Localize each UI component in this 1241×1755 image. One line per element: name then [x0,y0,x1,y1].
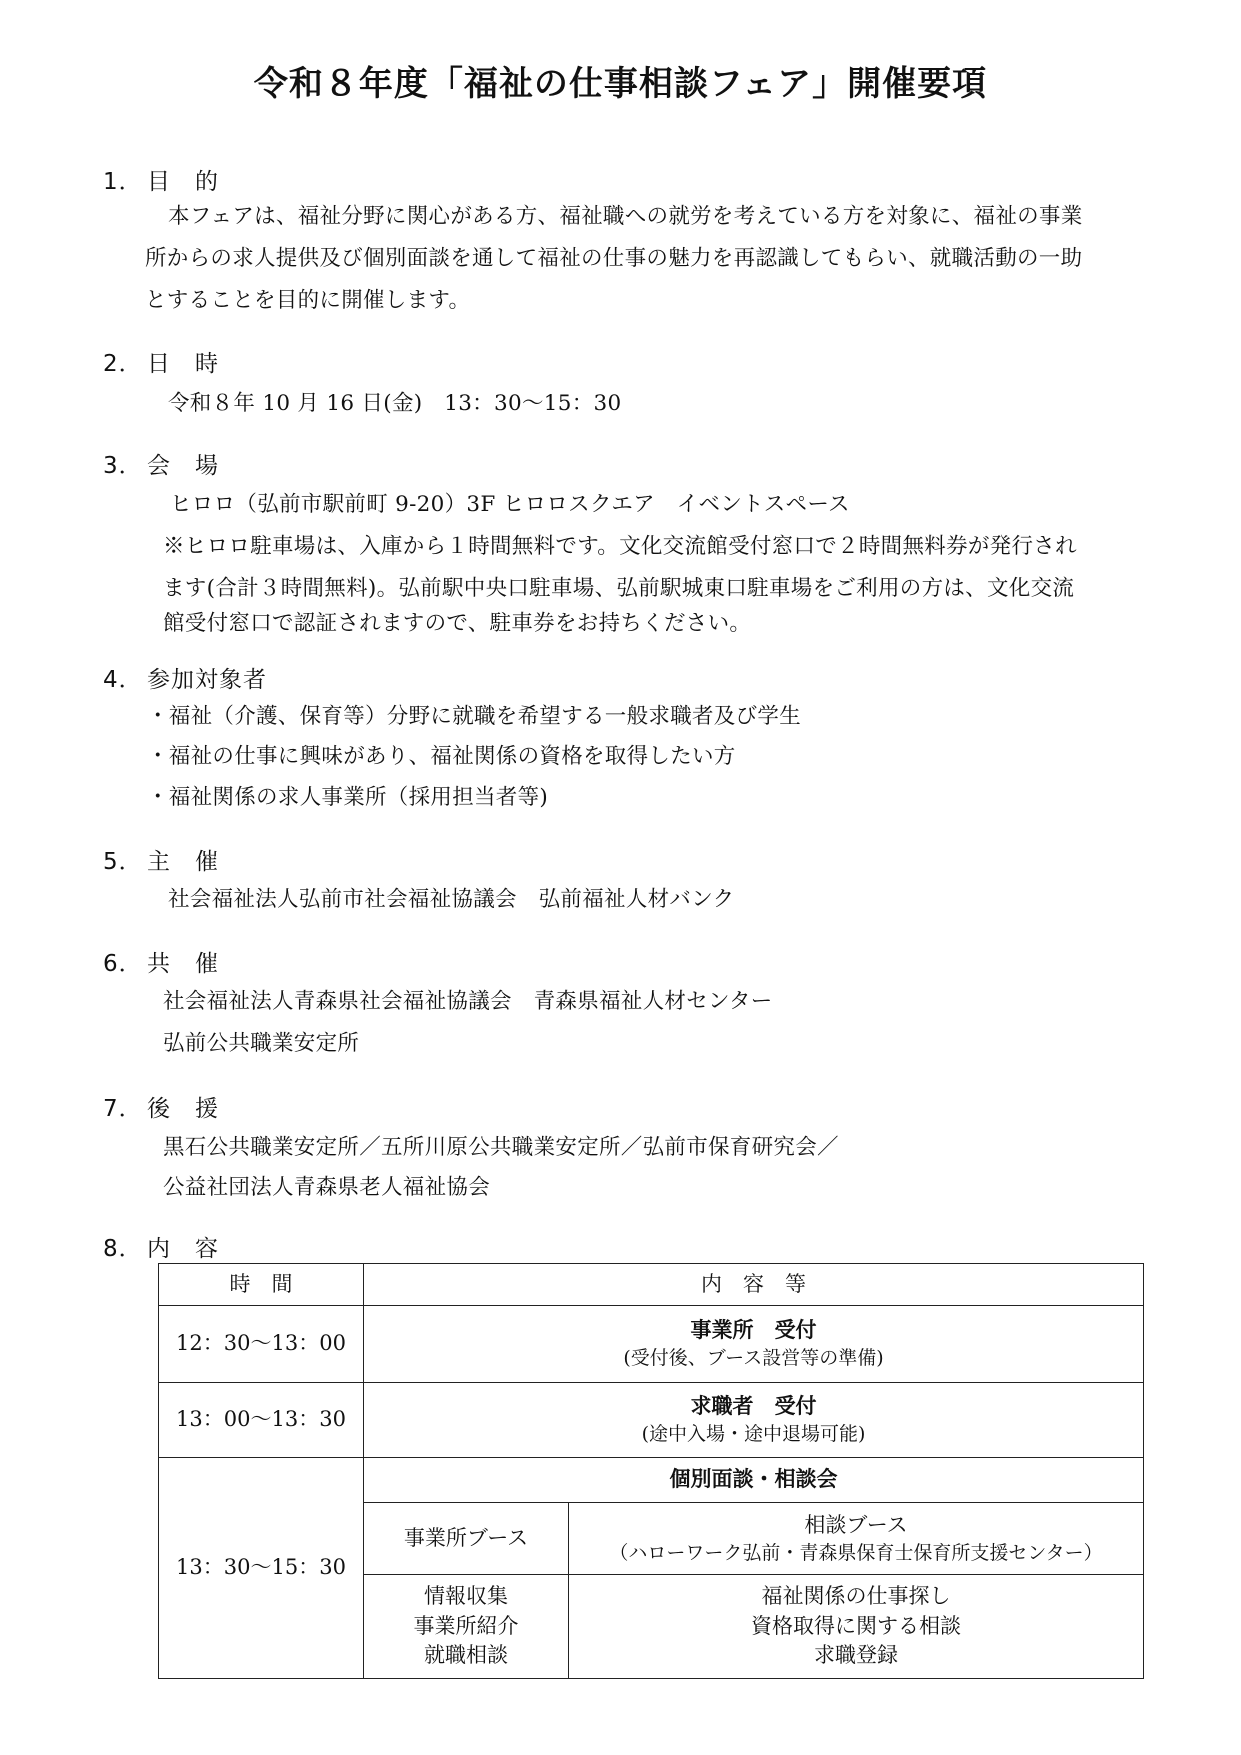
booth-consult-sub: （ハローワーク弘前・青森県保育士保育所支援センター） [609,1541,1103,1564]
purpose-line-2: 所からの求人提供及び個別面談を通して福祉の仕事の魅力を再認識してもらい、就職活動の一助 [145,246,1083,271]
section-number: 4． [103,667,143,693]
header-content: 内 容 等 [364,1264,1144,1306]
participants-line-3: ・福祉関係の求人事業所（採用担当者等) [147,785,549,810]
booth-consult-cell [569,1503,1144,1575]
list-item: 資格取得に関する相談 [751,1613,961,1638]
support-line-2: 公益社団法人青森県老人福祉協会 [163,1175,491,1200]
list-item: 求職登録 [814,1643,898,1668]
section-heading-purpose [103,163,219,196]
venue-line-1: ヒロロ（弘前市駅前町 9-20）3F ヒロロスクエア イベントスペース [170,492,850,517]
row-time: 13：00〜13：30 [159,1383,364,1458]
section-heading-datetime [103,345,219,378]
section-label: 後 援 [147,1096,219,1122]
section-number: 6． [103,951,143,977]
row-time: 12：30〜13：00 [159,1306,364,1383]
section-label: 会 場 [147,453,219,479]
section-label: 日 時 [147,351,219,377]
section-number: 2． [103,351,143,377]
section-label: 目 的 [147,169,219,195]
page-title: 令和８年度「福祉の仕事相談フェア」開催要項 [253,64,988,104]
section-heading-cosponsor [103,945,219,978]
section-label: 主 催 [147,849,219,875]
venue-line-3: ます(合計３時間無料)。弘前駅中央口駐車場、弘前駅城東口駐車場をご利用の方は、文化交流 [163,576,1075,601]
venue-line-4: 館受付窓口で認証されますので、駐車券をお持ちください。 [163,611,752,636]
list-item: 福祉関係の仕事探し [761,1584,951,1609]
participants-line-1: ・福祉（介護、保育等）分野に就職を希望する一般求職者及び学生 [147,704,802,729]
row-main-text: 個別面談・相談会 [364,1458,1144,1503]
organizer-line: 社会福祉法人弘前市社会福祉協議会 弘前福祉人材バンク [168,887,735,912]
participants-line-2: ・福祉の仕事に興味があり、福祉関係の資格を取得したい方 [147,744,736,769]
section-number: 7． [103,1096,143,1122]
row-sub-text: (受付後、ブース設営等の準備) [623,1347,884,1370]
purpose-line-3: とすることを目的に開催します。 [145,288,471,313]
section-heading-venue [103,447,219,480]
row-main-text: 事業所 受付 [690,1318,817,1342]
purpose-line-1: 本フェアは、福祉分野に関心がある方、福祉職への就労を考えている方を対象に、福祉の事業 [168,204,1083,229]
header-time: 時 間 [159,1264,364,1306]
section-number: 3． [103,453,143,479]
consult-items-cell [569,1575,1144,1679]
booth-company: 事業所ブース [364,1503,569,1575]
section-label: 参加対象者 [147,667,267,693]
list-item: 就職相談 [424,1643,508,1668]
list-item: 情報収集 [424,1584,508,1609]
section-heading-support [103,1090,219,1123]
support-line-1: 黒石公共職業安定所／五所川原公共職業安定所／弘前市保育研究会／ [163,1135,839,1160]
schedule-table [158,1263,1144,1679]
row-time: 13：30〜15：30 [159,1458,364,1679]
section-number: 1． [103,169,143,195]
table-row [159,1383,1144,1458]
cosponsor-line-2: 弘前公共職業安定所 [163,1031,360,1056]
section-label: 内 容 [147,1236,219,1262]
section-label: 共 催 [147,951,219,977]
row-content [364,1383,1144,1458]
section-heading-participants [103,661,267,694]
section-number: 8． [103,1236,143,1262]
section-heading-organizer [103,843,219,876]
table-row [159,1458,1144,1503]
list-item: 事業所紹介 [413,1613,519,1638]
company-items-cell [364,1575,569,1679]
table-header-row [159,1264,1144,1306]
section-heading-content [103,1230,219,1263]
row-main-text: 求職者 受付 [690,1394,817,1418]
venue-line-2: ※ヒロロ駐車場は、入庫から１時間無料です。文化交流館受付窓口で２時間無料券が発行され [163,534,1077,559]
table-row [159,1306,1144,1383]
row-sub-text: (途中入場・途中退場可能) [641,1423,866,1446]
section-number: 5． [103,849,143,875]
datetime-line: 令和８年 10 月 16 日(金) 13：30〜15：30 [168,391,622,416]
cosponsor-line-1: 社会福祉法人青森県社会福祉協議会 青森県福祉人材センター [163,989,773,1014]
row-content [364,1306,1144,1383]
booth-consult: 相談ブース [804,1512,908,1537]
